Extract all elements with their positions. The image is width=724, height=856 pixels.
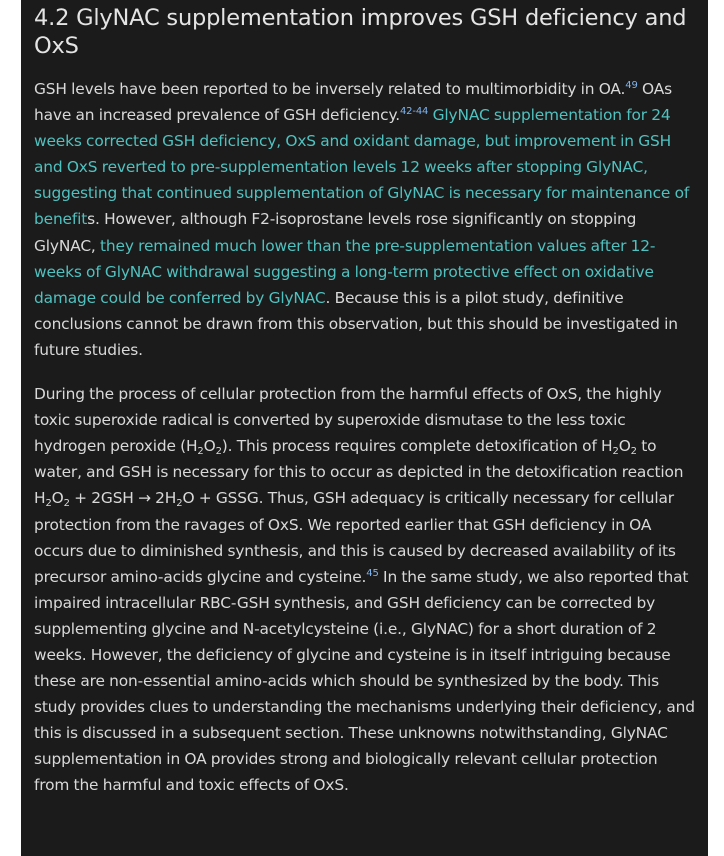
article-section	[21, 0, 708, 856]
p2-text-4: O	[618, 437, 631, 456]
p1-text-2: OAs have an increased prevalence of GSH deficiency.	[34, 80, 673, 125]
paragraph-1	[34, 76, 696, 363]
subscript: 2	[63, 498, 70, 510]
p2-text-5: to water, and GSH is necessary for this to occur as depicted in the detoxification reaction H	[34, 437, 684, 508]
p1-text-1: GSH levels have been reported to be inversely related to multimorbidity in OA.	[34, 80, 626, 98]
p2-text-8: O + GSSG. Thus, GSH adequacy is critically necessary for cellular protection from the ravages of OxS. We reported earlier that GSH deficiency in OA occurs due to diminished synthesis, and this is caused by decreased availability of its precursor amino-acids glycine and cysteine.	[34, 489, 676, 586]
p1-text-5: . Because this is a pilot study, definitive conclusions cannot be drawn from this observation, but this should be investigated in future studies.	[34, 288, 678, 359]
subscript: 2	[176, 498, 183, 510]
p1-text-4: s. However, although F2-isoprostane levels rose significantly on stopping GlyNAC,	[34, 210, 637, 255]
subscript: 2	[197, 446, 204, 458]
section-title: 4.2 GlyNAC supplementation improves GSH deficiency and OxS	[34, 5, 687, 59]
citation-42-44[interactable]: 42-44	[399, 106, 429, 118]
subscript: 2	[630, 446, 637, 458]
p2-text-1: During the process of cellular protection from the harmful effects of OxS, the highly toxic superoxide radical is converted by superoxide dismutase to the less toxic hydrogen peroxide (H	[34, 385, 662, 456]
p2-text-6: O	[51, 489, 64, 508]
highlight-2: they remained much lower than the pre-supplementation values after 12-weeks of GlyNAC withdrawal suggesting a long-term protective effect on oxidative damage could be conferred by GlyNAC	[34, 236, 656, 307]
paragraph-2	[34, 381, 696, 799]
highlight-1: GlyNAC supplementation for 24 weeks corrected GSH deficiency, OxS and oxidant damage, but improvement in GSH and OxS reverted to pre-supplementation levels 12 weeks after stopping GlyNAC, suggesting that continued supplementation of GlyNAC is necessary for maintenance of benefit	[34, 106, 690, 229]
subscript: 2	[612, 446, 619, 458]
citation-45[interactable]: 45	[366, 567, 379, 579]
p2-text-3: ). This process requires complete detoxification of H	[221, 437, 613, 456]
p2-text-7: + 2GSH → 2H	[69, 489, 177, 508]
subscript: 2	[45, 498, 52, 510]
p2-text-9: In the same study, we also reported that impaired intracellular RBC-GSH synthesis, and GSH deficiency can be corrected by supplementing glycine and N-acetylcysteine (i.e., GlyNAC) for a short duration of 2 weeks. However, the deficiency of glycine and cysteine is in itself intriguing because these are non-essential amino-acids which should be synthesized by the body. This study provides clues to understanding the mechanisms underlying their deficiency, and this is discussed in a subsequent section. These unknowns notwithstanding, GlyNAC supplementation in OA provides strong and biologically relevant cellular protection from the harmful and toxic effects of OxS.	[34, 567, 695, 795]
p2-text-2: O	[203, 437, 216, 456]
subscript: 2	[215, 446, 222, 458]
citation-49[interactable]: 49	[625, 80, 638, 91]
